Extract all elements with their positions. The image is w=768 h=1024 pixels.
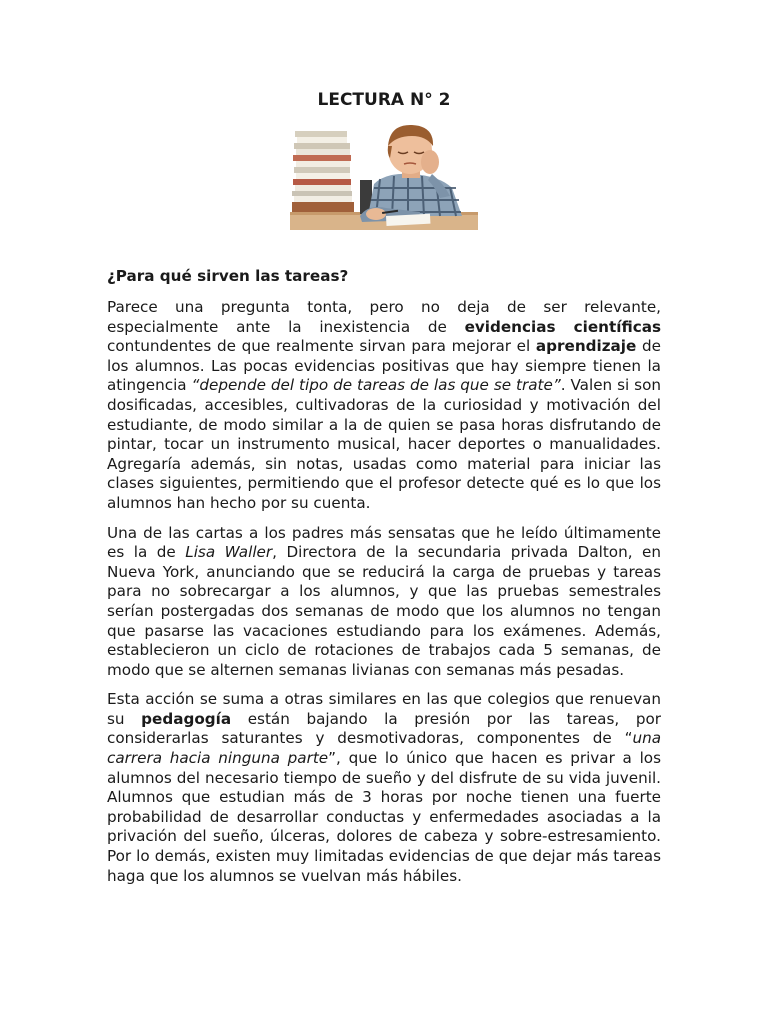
p3-italic-1: una carrera hacia ninguna parte — [107, 729, 661, 768]
student-with-books-illustration — [290, 124, 478, 230]
p1-bold-1: evidencias científicas — [464, 317, 661, 336]
boy — [360, 125, 462, 222]
book-stack — [292, 131, 354, 212]
p3-text-2: están bajando la presión por las tareas, por considerarlas saturantes y desmotivadoras, componentes de “ — [107, 709, 661, 748]
p2-italic-1: Lisa Waller — [185, 543, 273, 562]
document-body — [107, 266, 661, 896]
p2-text-1: Una de las cartas a los padres más sensatas que he leído últimamente es la de — [107, 523, 661, 562]
photo-svg — [290, 124, 478, 230]
document-title: LECTURA N° 2 — [317, 90, 451, 110]
p3-bold-1: pedagogía — [141, 709, 232, 728]
paragraph-2 — [107, 524, 661, 681]
p1-text-1: Parece una pregunta tonta, pero no deja de ser relevante, especialmente ante la inexistencia de — [107, 298, 661, 336]
p1-bold-2: aprendizaje — [535, 337, 637, 356]
paragraph-3 — [107, 690, 661, 886]
p1-text-2: contundentes de que realmente sirvan para mejorar el — [107, 337, 536, 356]
p1-italic-1: “depende del tipo de tareas de las que se trate” — [191, 376, 561, 395]
p3-text-3: ”, que lo único que hacen es privar a los alumnos del necesario tiempo de sueño y del disfrute de su vida juvenil. Alumnos que estudian más de 3 horas por noche tienen una fuerte probabilidad de desarrollar conductas y enfermedades asociadas a la privación del sueño, úlceras, dolores de cabeza y sobre-estresamiento. Por lo demás, existen muy limitadas evidencias de que dejar más tareas haga que los alumnos se vuelvan más hábiles. — [107, 749, 661, 885]
section-heading: ¿Para qué sirven las tareas? — [107, 267, 349, 285]
p3-text-1: Esta acción se suma a otras similares en las que colegios que renuevan su — [107, 690, 661, 728]
p1-text-4: . Valen si son dosificadas, accesibles, cultivadoras de la curiosidad y motivación del estudiante, de modo similar a la de quien se pasa horas disfrutando de pintar, tocar un instrumento musical, hacer deportes o manualidades. Agregaría además, sin notas, usadas como material para iniciar las clases siguientes, permitiendo que el profesor detecte qué es lo que los alumnos han hecho por su cuenta. — [107, 376, 661, 512]
p2-text-2: , Directora de la secundaria privada Dalton, en Nueva York, anunciando que se reducirá la carga de pruebas y tareas para no sobrecargar a los alumnos, y que las pruebas semestrales serían postergadas dos semanas de modo que los alumnos no tengan que pasarse las vacaciones estudiando para los exámenes. Además, establecieron un ciclo de rotaciones de trabajos cada 5 semanas, de modo que se alternen semanas livianas con semanas más pesadas. — [107, 543, 661, 679]
p1-text-3: de los alumnos. Las pocas evidencias positivas que hay siempre tienen la atingencia — [107, 337, 661, 395]
paragraph-1 — [107, 298, 661, 514]
